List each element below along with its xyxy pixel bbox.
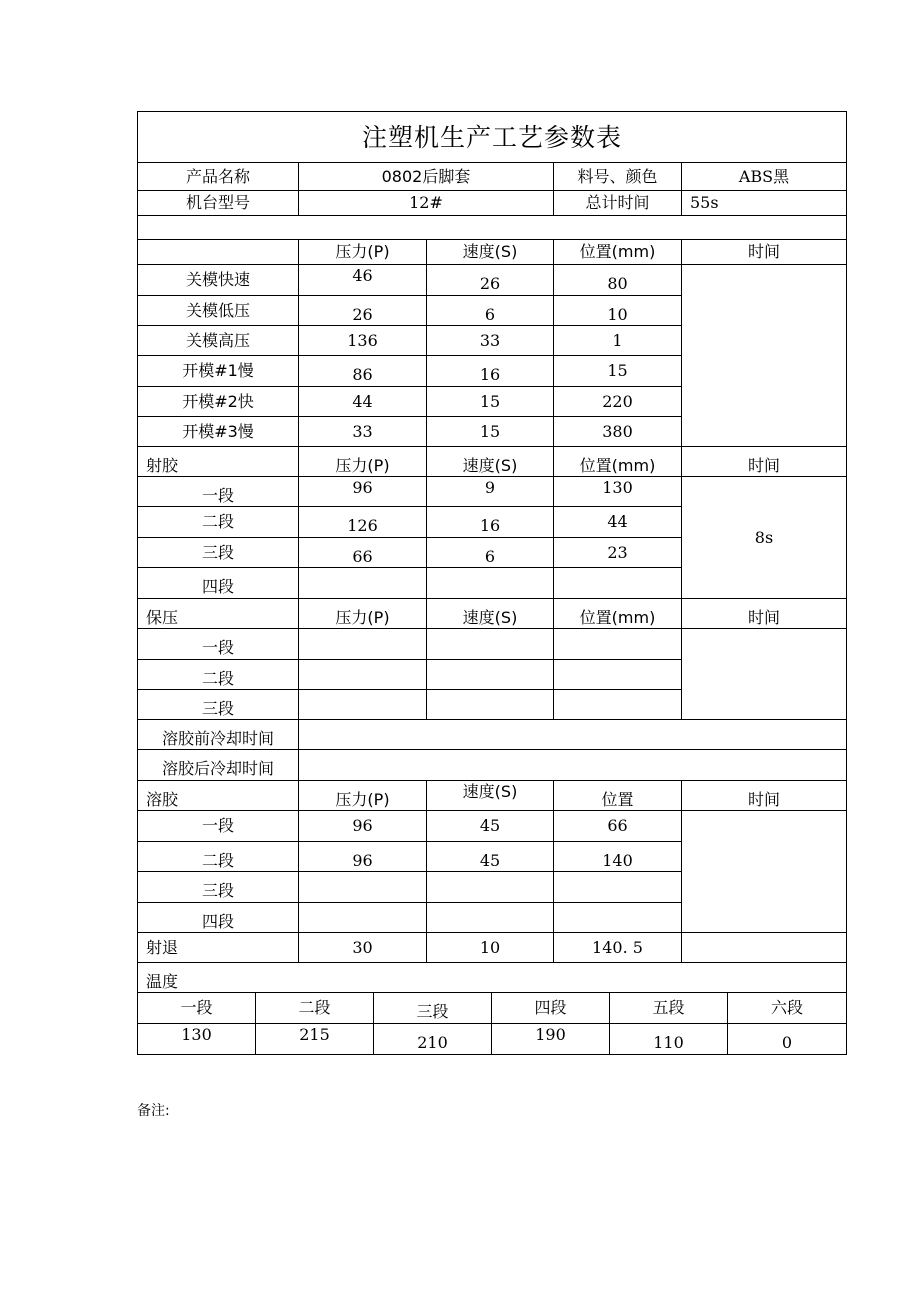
mold-position-header: 位置(mm) <box>554 240 682 265</box>
retract-speed: 10 <box>427 933 554 963</box>
holding-speed-header: 速度(S) <box>427 599 554 629</box>
melt-speed <box>427 903 554 933</box>
temperature-value: 215 <box>256 1024 374 1055</box>
mold-speed: 16 <box>427 356 554 387</box>
mold-speed: 26 <box>427 265 554 296</box>
melt-pressure <box>299 903 427 933</box>
holding-pressure <box>299 660 427 690</box>
holding-position-header: 位置(mm) <box>554 599 682 629</box>
injection-speed-header: 速度(S) <box>427 447 554 477</box>
temperature-zone-label: 五段 <box>610 993 728 1024</box>
holding-section-label: 保压 <box>138 599 299 629</box>
injection-pressure: 96 <box>299 477 427 507</box>
holding-speed <box>427 660 554 690</box>
mold-speed: 15 <box>427 387 554 417</box>
mold-position: 15 <box>554 356 682 387</box>
injection-speed <box>427 568 554 599</box>
melt-row-label: 一段 <box>138 811 299 842</box>
injection-row-label: 二段 <box>138 507 299 538</box>
mold-speed-header: 速度(S) <box>427 240 554 265</box>
total-time-value: 55s <box>682 191 847 216</box>
melt-speed-header: 速度(S) <box>427 781 554 811</box>
cooling-before-value <box>299 720 847 750</box>
mold-pressure: 86 <box>299 356 427 387</box>
melt-speed: 45 <box>427 842 554 872</box>
melt-pressure: 96 <box>299 811 427 842</box>
melt-speed <box>427 872 554 903</box>
holding-speed <box>427 690 554 720</box>
temperature-value: 190 <box>492 1024 610 1055</box>
injection-position: 44 <box>554 507 682 538</box>
mold-position: 1 <box>554 326 682 356</box>
injection-section-label: 射胶 <box>138 447 299 477</box>
mold-row-label: 关模低压 <box>138 296 299 326</box>
process-sheet <box>137 111 846 1055</box>
holding-position <box>554 660 682 690</box>
injection-time-header: 时间 <box>682 447 847 477</box>
holding-pressure <box>299 629 427 660</box>
cooling-after-label: 溶胶后冷却时间 <box>138 750 299 781</box>
temperature-zone-label: 二段 <box>256 993 374 1024</box>
mold-row-label: 开模#2快 <box>138 387 299 417</box>
retract-pressure: 30 <box>299 933 427 963</box>
mold-header-blank <box>138 240 299 265</box>
machine-model-value: 12# <box>299 191 554 216</box>
blank-row <box>138 216 847 240</box>
retract-position: 140. 5 <box>554 933 682 963</box>
mold-row-label: 关模高压 <box>138 326 299 356</box>
product-name-value: 0802后脚套 <box>299 163 554 191</box>
total-time-label: 总计时间 <box>554 191 682 216</box>
mold-pressure-header: 压力(P) <box>299 240 427 265</box>
holding-position <box>554 690 682 720</box>
injection-time-value: 8s <box>682 477 847 599</box>
mold-pressure: 26 <box>299 296 427 326</box>
injection-position-header: 位置(mm) <box>554 447 682 477</box>
melt-position <box>554 872 682 903</box>
injection-row-label: 四段 <box>138 568 299 599</box>
injection-pressure: 126 <box>299 507 427 538</box>
mold-position: 380 <box>554 417 682 447</box>
melt-position: 140 <box>554 842 682 872</box>
holding-row-label: 一段 <box>138 629 299 660</box>
injection-speed: 16 <box>427 507 554 538</box>
melt-speed: 45 <box>427 811 554 842</box>
mold-time-header: 时间 <box>682 240 847 265</box>
temperature-zone-label: 四段 <box>492 993 610 1024</box>
melt-pressure-header: 压力(P) <box>299 781 427 811</box>
injection-row-label: 一段 <box>138 477 299 507</box>
mold-row-label: 关模快速 <box>138 265 299 296</box>
melt-pressure: 96 <box>299 842 427 872</box>
retract-label: 射退 <box>138 933 299 963</box>
process-table <box>137 111 847 993</box>
temperature-zone-label: 六段 <box>728 993 847 1024</box>
temperature-value: 0 <box>728 1024 847 1055</box>
temperature-section-label: 温度 <box>138 963 847 993</box>
melt-row-label: 二段 <box>138 842 299 872</box>
mold-pressure: 33 <box>299 417 427 447</box>
injection-pressure <box>299 568 427 599</box>
injection-speed: 9 <box>427 477 554 507</box>
temperature-value: 130 <box>138 1024 256 1055</box>
page-title: 注塑机生产工艺参数表 <box>138 112 847 163</box>
holding-speed <box>427 629 554 660</box>
holding-pressure-header: 压力(P) <box>299 599 427 629</box>
mold-pressure: 136 <box>299 326 427 356</box>
material-color-label: 料号、颜色 <box>554 163 682 191</box>
injection-position: 23 <box>554 538 682 568</box>
injection-position <box>554 568 682 599</box>
melt-position: 66 <box>554 811 682 842</box>
injection-position: 130 <box>554 477 682 507</box>
temperature-zone-label: 一段 <box>138 993 256 1024</box>
mold-speed: 6 <box>427 296 554 326</box>
material-color-value: ABS黑 <box>682 163 847 191</box>
machine-model-label: 机台型号 <box>138 191 299 216</box>
injection-pressure-header: 压力(P) <box>299 447 427 477</box>
remark-label: 备注: <box>137 1103 170 1119</box>
melt-time-cell <box>682 811 847 933</box>
mold-position: 10 <box>554 296 682 326</box>
holding-row-label: 三段 <box>138 690 299 720</box>
injection-pressure: 66 <box>299 538 427 568</box>
injection-row-label: 三段 <box>138 538 299 568</box>
temperature-value: 110 <box>610 1024 728 1055</box>
holding-pressure <box>299 690 427 720</box>
holding-time-header: 时间 <box>682 599 847 629</box>
injection-speed: 6 <box>427 538 554 568</box>
temperature-value: 210 <box>374 1024 492 1055</box>
mold-speed: 15 <box>427 417 554 447</box>
temperature-table <box>137 992 847 1055</box>
mold-row-label: 开模#1慢 <box>138 356 299 387</box>
melt-time-header: 时间 <box>682 781 847 811</box>
melt-row-label: 三段 <box>138 872 299 903</box>
temperature-zone-label: 三段 <box>374 993 492 1024</box>
mold-time-cell <box>682 265 847 447</box>
mold-pressure: 46 <box>299 265 427 296</box>
holding-position <box>554 629 682 660</box>
melt-pressure <box>299 872 427 903</box>
melt-position-header: 位置 <box>554 781 682 811</box>
product-name-label: 产品名称 <box>138 163 299 191</box>
mold-row-label: 开模#3慢 <box>138 417 299 447</box>
mold-pressure: 44 <box>299 387 427 417</box>
melt-section-label: 溶胶 <box>138 781 299 811</box>
mold-speed: 33 <box>427 326 554 356</box>
melt-row-label: 四段 <box>138 903 299 933</box>
holding-time-cell <box>682 629 847 720</box>
mold-position: 80 <box>554 265 682 296</box>
mold-position: 220 <box>554 387 682 417</box>
retract-time <box>682 933 847 963</box>
cooling-after-value <box>299 750 847 781</box>
melt-position <box>554 903 682 933</box>
holding-row-label: 二段 <box>138 660 299 690</box>
cooling-before-label: 溶胶前冷却时间 <box>138 720 299 750</box>
